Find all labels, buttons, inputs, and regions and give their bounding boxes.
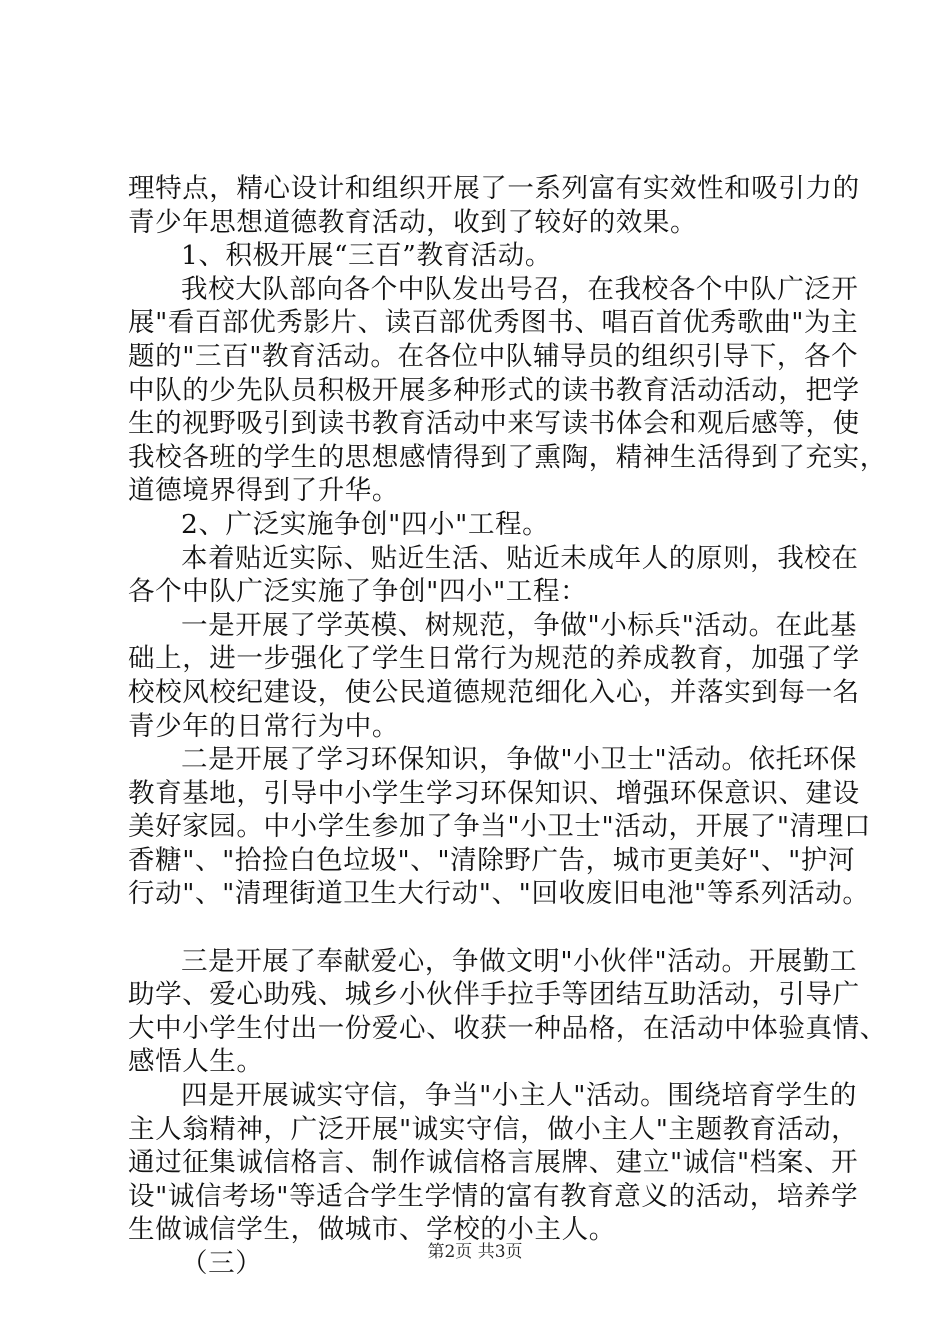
- text-line: 本着贴近实际、贴近生活、贴近未成年人的原则，我校在: [181, 542, 859, 574]
- text-line: 设"诚信考场"等适合学生学情的富有教育意义的活动，培养学: [128, 1180, 859, 1212]
- text-line: 助学、爱心助残、城乡小伙伴手拉手等团结互助活动，引导广: [128, 979, 860, 1011]
- text-line: 理特点，精心设计和组织开展了一系列富有实效性和吸引力的: [128, 173, 860, 204]
- text-line: 三是开展了奉献爱心，争做文明"小伙伴"活动。开展勤工: [181, 945, 857, 977]
- text-line: 教育基地，引导中小学生学习环保知识、增强环保意识、建设: [128, 777, 860, 809]
- text-line: 中队的少先队员积极开展多种形式的读书教育活动活动，把学: [128, 374, 860, 406]
- text-line: 生做诚信学生，做城市、学校的小主人。: [128, 1214, 616, 1246]
- text-line: 题的"三百"教育活动。在各位中队辅导员的组织引导下，各个: [128, 340, 859, 372]
- blank-line: [128, 911, 840, 945]
- page-footer: 第2页 共3页: [427, 1242, 523, 1262]
- text-line: 础上，进一步强化了学生日常行为规范的养成教育，加强了学: [128, 643, 860, 675]
- text-line: 通过征集诚信格言、制作诚信格言展牌、建立"诚信"档案、开: [128, 1147, 859, 1179]
- text-line: 香糖"、"拾捡白色垃圾"、"清除野广告，城市更美好"、"护河: [128, 844, 856, 876]
- text-line: 青少年思想道德教育活动，收到了较好的效果。: [128, 206, 698, 238]
- text-line: 展"看百部优秀影片、读百部优秀图书、唱百首优秀歌曲"为主: [128, 307, 859, 339]
- text-line: 主人翁精神，广泛开展"诚实守信，做小主人"主题教育活动，: [128, 1113, 859, 1145]
- section-heading: （三）: [181, 1248, 263, 1279]
- text-line: 生的视野吸引到读书教育活动中来写读书体会和观后感等，使: [128, 408, 860, 440]
- text-line: 感悟人生。: [128, 1046, 264, 1078]
- text-line: 我校大队部向各个中队发出号召，在我校各个中队广泛开: [181, 273, 859, 305]
- text-line: 道德境界得到了升华。: [128, 475, 399, 507]
- text-line: 大中小学生付出一份爱心、收获一种品格，在活动中体验真情、: [128, 1012, 887, 1044]
- text-line: 美好家园。中小学生参加了争当"小卫士"活动，开展了"清理口: [128, 811, 871, 843]
- document-body: [128, 172, 887, 1281]
- section-heading: 1、积极开展“三百”教育活动。: [181, 240, 552, 272]
- section-heading: 2、广泛实施争创"四小"工程。: [181, 508, 550, 540]
- text-line: 青少年的日常行为中。: [128, 710, 399, 742]
- text-line: 校校风校纪建设，使公民道德规范细化入心，并落实到每一名: [128, 676, 860, 708]
- text-line: 我校各班的学生的思想感情得到了熏陶，精神生活得到了充实，: [128, 441, 887, 473]
- text-line: 一是开展了学英模、树规范，争做"小标兵"活动。在此基: [181, 609, 857, 641]
- text-line: 各个中队广泛实施了争创"四小"工程：: [128, 576, 588, 608]
- text-line: 四是开展诚实守信，争当"小主人"活动。围绕培育学生的: [181, 1080, 857, 1112]
- text-line: 行动"、"清理街道卫生大行动"、"回收废旧电池"等系列活动。: [128, 878, 870, 910]
- text-line: 二是开展了学习环保知识，争做"小卫士"活动。依托环保: [181, 744, 857, 776]
